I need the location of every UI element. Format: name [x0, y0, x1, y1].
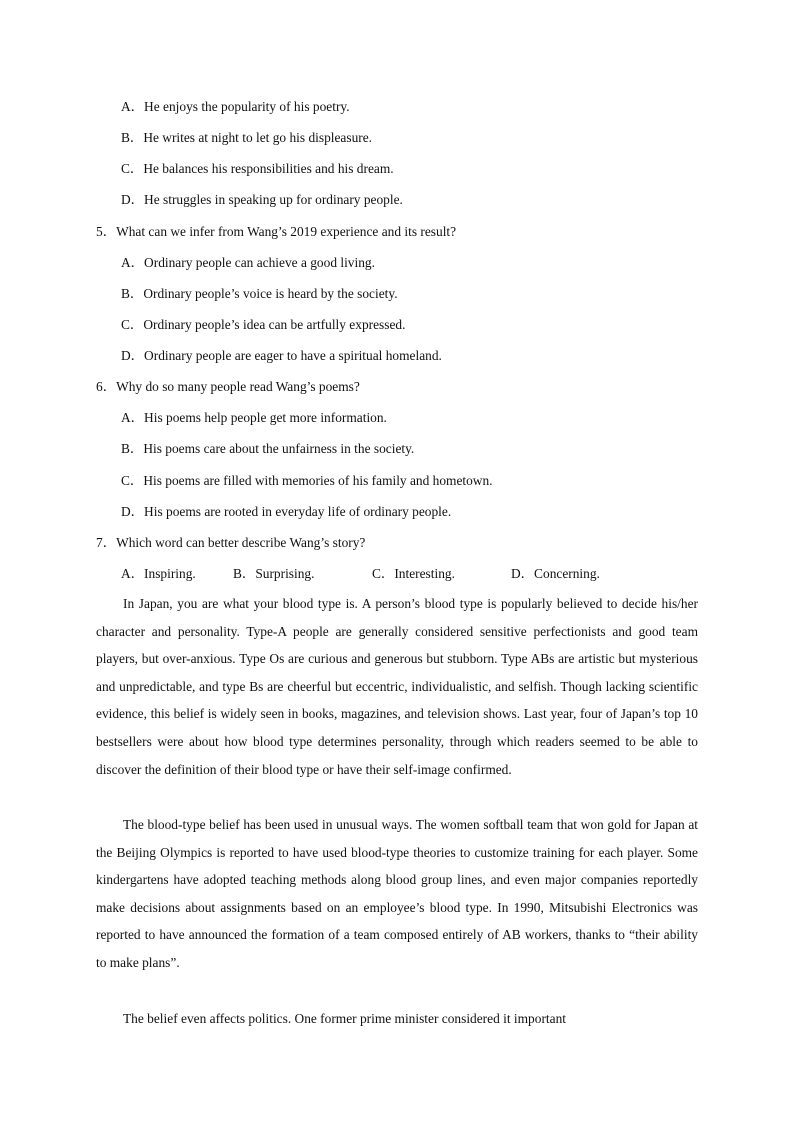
q6-option-c: C．His poems are filled with memories of his family and hometown.: [121, 473, 493, 488]
passage-paragraph-2: The blood-type belief has been used in unusual ways. The women softball team that won gold for Japan at the Beijing Olympics is reported to have used blood-type theories to customize training for each player. Some kindergartens have adopted teaching methods along blood group lines, and even major companies reportedly make decisions about assignments based on an employee’s blood type. In 1990, Mitsubishi Electronics was reported to have announced the formation of a team composed entirely of AB workers, thanks to “their ability to make plans”.: [96, 817, 698, 970]
q5-option-c: C．Ordinary people’s idea can be artfully expressed.: [121, 317, 406, 332]
q6-option-a: A．His poems help people get more information.: [121, 410, 387, 425]
q4-option-c: C．He balances his responsibilities and his dream.: [121, 161, 394, 176]
q4-option-a: A．He enjoys the popularity of his poetry.: [121, 99, 350, 114]
q7-options-row: [121, 565, 600, 583]
q5-stem: 5．What can we infer from Wang’s 2019 experience and its result?: [96, 224, 457, 239]
q7-option-d: D．Concerning.: [511, 566, 600, 581]
q7-option-b: B．Surprising.: [233, 566, 315, 581]
q4-option-b: B．He writes at night to let go his displeasure.: [121, 130, 373, 145]
q7-option-c: C．Interesting.: [372, 566, 455, 581]
q6-option-b: B．His poems care about the unfairness in the society.: [121, 441, 415, 456]
passage-paragraph-3: The belief even affects politics. One former prime minister considered it important: [123, 1011, 566, 1026]
q6-stem: 6．Why do so many people read Wang’s poems?: [96, 379, 360, 394]
q6-option-d: D．His poems are rooted in everyday life of ordinary people.: [121, 504, 452, 519]
q5-option-d: D．Ordinary people are eager to have a spiritual homeland.: [121, 348, 442, 363]
q7-option-a: A．Inspiring.: [121, 566, 196, 581]
q5-option-b: B．Ordinary people’s voice is heard by the society.: [121, 286, 398, 301]
q7-stem: 7．Which word can better describe Wang’s story?: [96, 535, 366, 550]
q4-option-d: D．He struggles in speaking up for ordinary people.: [121, 192, 403, 207]
q5-option-a: A．Ordinary people can achieve a good living.: [121, 255, 375, 270]
passage-paragraph-1: In Japan, you are what your blood type is. A person’s blood type is popularly believed to decide his/her character and personality. Type-A people are generally considered sensitive perfectionists and good team players, but over-anxious. Type Os are curious and generous but stubborn. Type ABs are artistic but mysterious and unpredictable, and type Bs are cheerful but eccentric, individualistic, and selfish. Though lacking scientific evidence, this belief is widely seen in books, magazines, and television shows. Last year, four of Japan’s top 10 bestsellers were about how blood type determines personality, through which readers seemed to be able to discover the definition of their blood type or have their self-image confirmed.: [96, 596, 698, 777]
